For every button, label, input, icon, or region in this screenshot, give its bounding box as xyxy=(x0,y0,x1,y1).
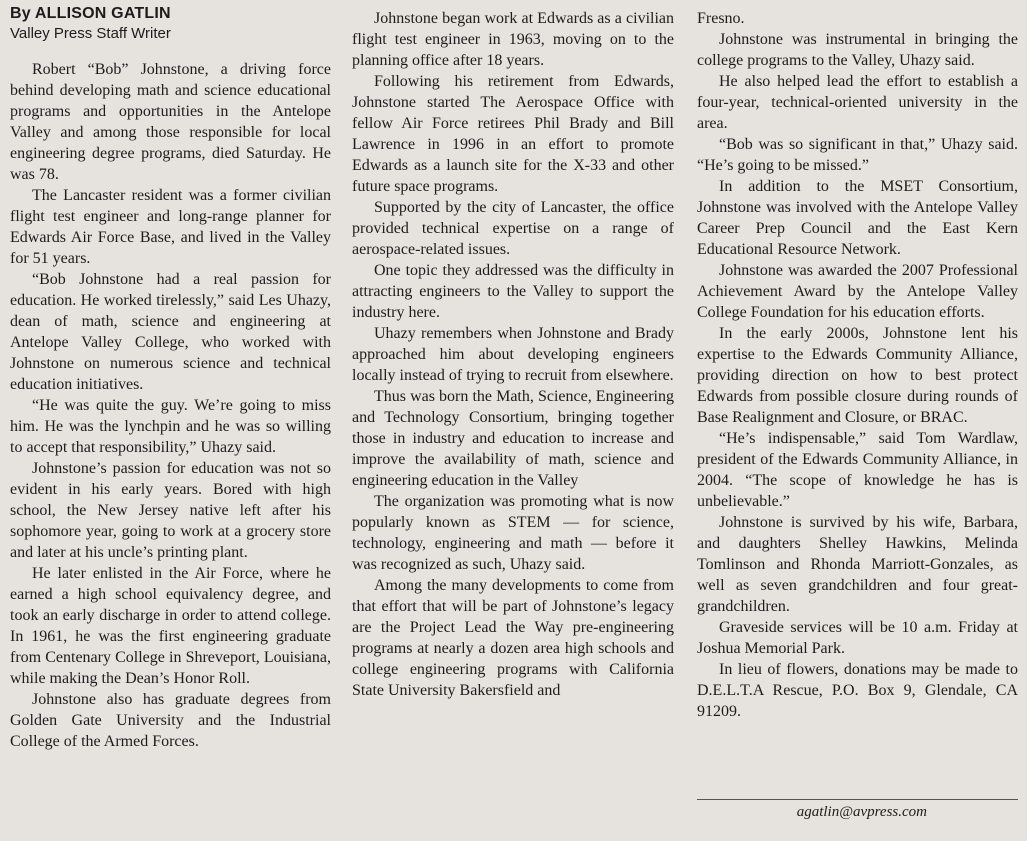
paragraph: Johnstone began work at Edwards as a civilian flight test engineer in 1963, moving on to the planning office after 18 years. xyxy=(352,10,674,69)
paragraph: Johnstone’s passion for education was not so evident in his early years. Bored with high school, the New Jersey native left after his sophomore year, going to work at a grocery store and later at his uncle’s printing plant. xyxy=(10,460,331,561)
paragraph: Uhazy remembers when Johnstone and Brady approached him about developing engineers locally instead of trying to recruit from elsewhere. xyxy=(352,325,674,384)
paragraph: In the early 2000s, Johnstone lent his expertise to the Edwards Community Alliance, providing direction on how to best protect Edwards from possible closure during rounds of Base Realignment and Closure, or BRAC. xyxy=(697,325,1018,426)
paragraph: Thus was born the Math, Science, Engineering and Technology Consortium, bringing together those in industry and education to increase and improve the availability of math, science and engineering education in the Valley xyxy=(352,388,674,489)
paragraph: Johnstone was instrumental in bringing the college programs to the Valley, Uhazy said. xyxy=(697,31,1018,69)
paragraph: One topic they addressed was the difficulty in attracting engineers to the Valley to support the industry here. xyxy=(352,262,674,321)
paragraph: Among the many developments to come from that effort that will be part of Johnstone’s legacy are the Project Lead the Way pre-engineering programs at nearly a dozen area high schools and college engineering programs with California State University Bakersfield and xyxy=(352,577,674,699)
paragraph: Robert “Bob” Johnstone, a driving force behind developing math and science educational programs and opportunities in the Antelope Valley and among those responsible for local engineering degree programs, died Saturday. He was 78. xyxy=(10,61,331,183)
byline-role: Valley Press Staff Writer xyxy=(10,25,171,42)
author-email[interactable]: agatlin@avpress.com xyxy=(796,804,927,820)
paragraph: He later enlisted in the Air Force, where he earned a high school equivalency degree, and took an early discharge in order to attend college. In 1961, he was the first engineering graduate from Centenary College in Shreveport, Louisiana, while making the Dean’s Honor Roll. xyxy=(10,565,331,687)
byline-author: By ALLISON GATLIN xyxy=(10,5,171,22)
paragraph: Johnstone also has graduate degrees from Golden Gate University and the Industrial College of the Armed Forces. xyxy=(10,691,331,750)
paragraph: “He was quite the guy. We’re going to miss him. He was the lynchpin and he was so willing to accept that responsibility,” Uhazy said. xyxy=(10,397,331,456)
paragraph: The Lancaster resident was a former civilian flight test engineer and long-range planner for Edwards Air Force Base, and lived in the Valley for 51 years. xyxy=(10,187,331,267)
paragraph: The organization was promoting what is now popularly known as STEM — for science, technology, engineering and math — before it was recognized as such, Uhazy said. xyxy=(352,493,674,573)
paragraph: In lieu of flowers, donations may be made to D.E.L.T.A Rescue, P.O. Box 9, Glendale, CA 91209. xyxy=(697,661,1018,720)
article-column-3 xyxy=(697,8,1018,722)
article-column-2 xyxy=(352,8,674,701)
paragraph: “Bob was so significant in that,” Uhazy said. “He’s going to be missed.” xyxy=(697,136,1018,174)
paragraph: Johnstone was awarded the 2007 Professional Achievement Award by the Antelope Valley College Foundation for his education efforts. xyxy=(697,262,1018,321)
paragraph: Graveside services will be 10 a.m. Friday at Joshua Memorial Park. xyxy=(697,619,1018,657)
paragraph: Supported by the city of Lancaster, the office provided technical expertise on a range of aerospace-related issues. xyxy=(352,199,674,258)
byline xyxy=(10,4,332,44)
paragraph: “Bob Johnstone had a real passion for education. He worked tirelessly,” said Les Uhazy, dean of math, science and engineering at Antelope Valley College, who worked with Johnstone on numerous science and technical education initiatives. xyxy=(10,271,331,393)
paragraph: In addition to the MSET Consortium, Johnstone was involved with the Antelope Valley Career Prep Council and the East Kern Educational Resource Network. xyxy=(697,178,1018,258)
article-column-1 xyxy=(10,59,331,752)
paragraph: “He’s indispensable,” said Tom Wardlaw, president of the Edwards Community Alliance, in 2004. “The scope of knowledge he has is unbelievable.” xyxy=(697,430,1018,510)
paragraph: Johnstone is survived by his wife, Barbara, and daughters Shelley Hawkins, Melinda Tomlinson and Rhonda Marriott-Gonzales, as well as seven grandchildren and four great-grandchildren. xyxy=(697,514,1018,615)
paragraph-continued: Fresno. xyxy=(697,10,745,27)
paragraph: He also helped lead the effort to establish a four-year, technical-oriented university in the area. xyxy=(697,73,1018,132)
footer-divider xyxy=(697,799,1018,800)
paragraph: Following his retirement from Edwards, Johnstone started The Aerospace Office with fellow Air Force retirees Phil Brady and Bill Lawrence in 1996 in an effort to promote Edwards as a launch site for the X-33 and other future space programs. xyxy=(352,73,674,195)
